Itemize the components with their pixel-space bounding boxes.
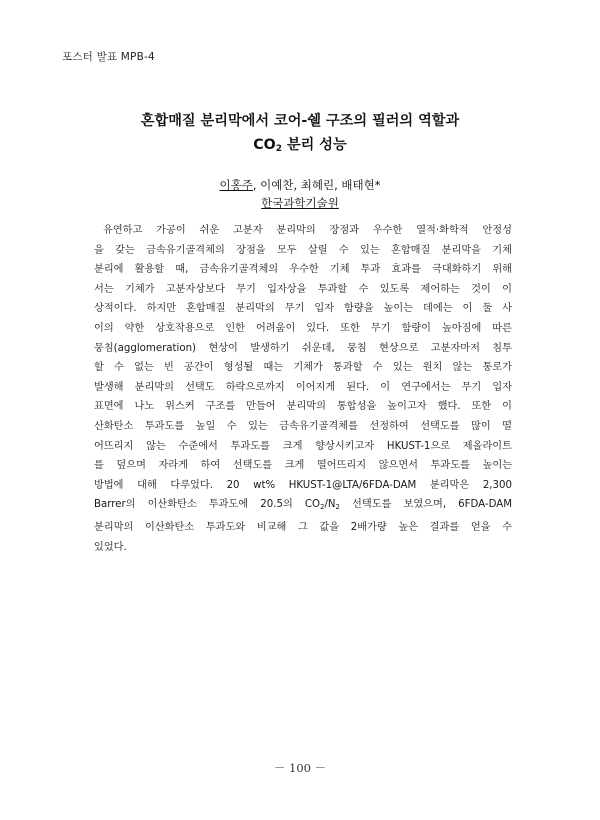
abstract-line: 서는 기체가 고분자상보다 무기 입자상을 투과할 수 있도록 제어하는 것이 이 [94,283,512,295]
title-co: CO [253,137,276,153]
abstract-line: 방법에 대해 다루었다. 20 wt% HKUST-1@LTA/6FDA-DAM 분리막은 2,300 [94,479,512,491]
abstract-line: 발생해 분리막의 선택도 하락으로까지 이어지게 된다. 이 연구에서는 무기 입자 [94,381,512,393]
abstract-line: 산화탄소 투과도를 높일 수 있는 금속유기골격체를 선정하여 선택도를 많이 떨 [94,420,512,432]
abstract-line: 뭉침(agglomeration) 현상이 발생하기 쉬운데, 뭉침 현상으로 고분자마저 침투 [94,342,512,354]
abstract-line: 어뜨리지 않는 수준에서 투과도를 크게 향상시키고자 HKUST-1으로 제올라이트 [94,440,512,452]
title-line-2 [40,134,560,154]
abstract-body [94,221,512,557]
abstract-line: 있었다. [94,541,127,553]
abstract-line: 할 수 없는 빈 공간이 형성될 때는 기체가 통과할 수 있는 원치 않는 통로가 [94,362,512,374]
abstract-text: /N [324,499,336,511]
abstract-line: 를 덮으며 자라게 하여 선택도를 크게 떨어뜨리지 않으면서 투과도를 높이는 [94,460,512,472]
n2-subscript: 2 [335,503,340,512]
abstract-text: 선택도를 보였으며, 6FDA-DAM [339,499,512,511]
co2-subscript: 2 [319,503,325,512]
author-list [40,177,560,193]
title-line-1: 혼합매질 분리막에서 코어-쉘 구조의 필러의 역할과 [140,113,460,129]
page-number: － 100 － [273,761,327,775]
co-authors: , 이예찬, 최혜린, 배태현* [252,178,381,192]
abstract-line: 유연하고 가공이 쉬운 고분자 분리막의 장점과 우수한 열적·화학적 안정성 [103,225,512,236]
title-co-subscript: 2 [275,144,283,154]
abstract-line-selectivity [94,495,512,518]
presenting-author: 이홍주 [219,178,253,192]
abstract-line: 분리막의 이산화탄소 투과도와 비교해 그 값을 2배가량 높은 결과를 얻을 수 [94,521,512,533]
affiliation-name: 한국과학기술원 [261,196,339,210]
affiliation [40,195,560,211]
abstract-text: Barrer의 이산화탄소 투과도에 20.5의 CO [94,499,320,511]
abstract-line: 상적이다. 하지만 혼합매질 분리막의 무기 입자 함량을 높이는 데에는 이 둘 사 [94,303,512,315]
abstract-line: 이의 약한 상호작용으로 인한 어려움이 있다. 또한 무기 함량이 높아짐에 따른 [94,322,512,334]
abstract-line: 을 갖는 금속유기골격체의 장점을 모두 살릴 수 있는 혼합매질 분리막을 기체 [94,244,512,256]
abstract-line: 표면에 나노 위스커 구조를 만들어 분리막의 통합성을 높이고자 했다. 또한 이 [94,401,512,413]
title-rest: 분리 성능 [282,137,347,153]
abstract-line: 분리에 활용할 때, 금속유기골격체의 우수한 기체 투과 효과를 극대화하기 위해 [94,264,512,276]
session-label: 포스터 발표 MPB-4 [62,51,155,63]
